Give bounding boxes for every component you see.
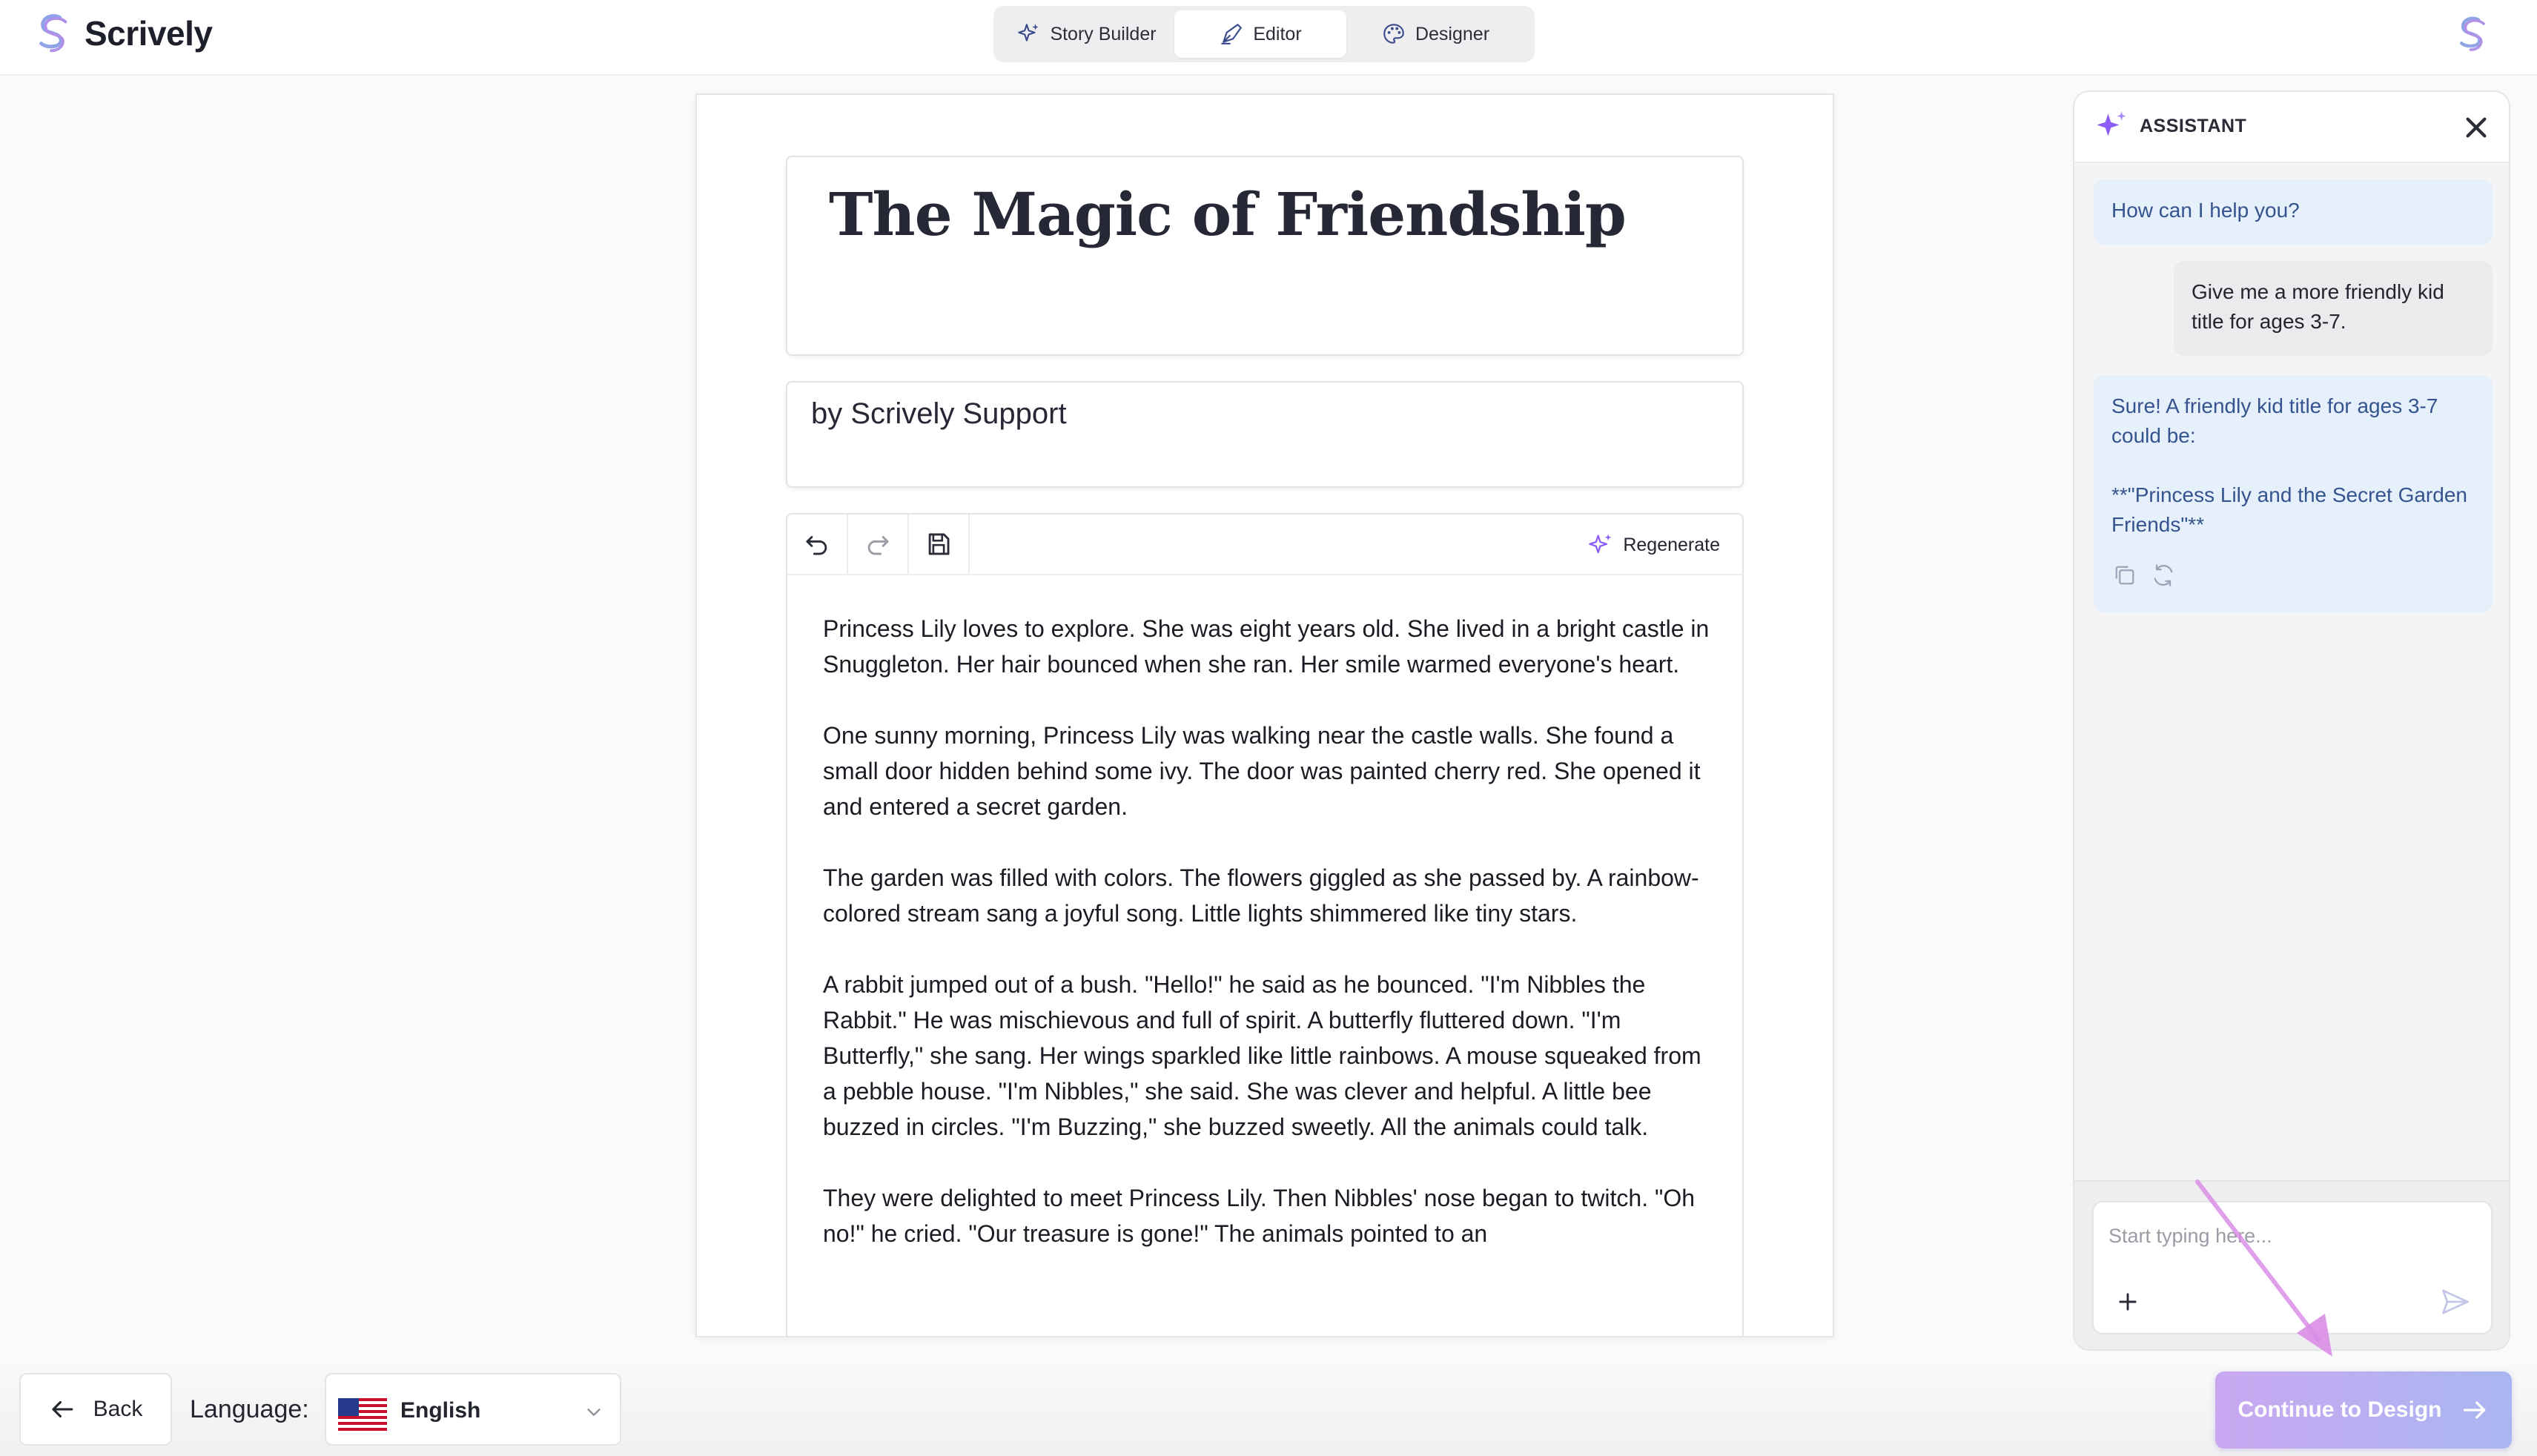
continue-label: Continue to Design	[2237, 1397, 2442, 1422]
assistant-title: ASSISTANT	[2140, 116, 2247, 136]
story-title[interactable]: The Magic of Friendship	[829, 179, 1626, 249]
pen-nib-icon	[1219, 21, 1244, 47]
chat-input-area	[2074, 1180, 2509, 1351]
back-button[interactable]	[19, 1373, 172, 1446]
plus-icon	[2114, 1288, 2141, 1315]
tab-story-builder-label: Story Builder	[1050, 23, 1157, 44]
tab-designer-label: Designer	[1415, 23, 1490, 44]
scrively-swirl-icon[interactable]	[2452, 13, 2494, 55]
story-body-text[interactable]	[823, 611, 1713, 1287]
sparkles-icon	[1587, 532, 1614, 558]
story-paragraph[interactable]: One sunny morning, Princess Lily was walking near the castle walls. She found a small door hidden behind some ivy. The door was painted cherry red. She opened it and entered a secret garden.	[823, 722, 1701, 820]
copy-icon[interactable]	[2111, 562, 2138, 589]
assistant-panel	[2073, 90, 2510, 1351]
story-page	[695, 93, 1834, 1337]
palette-icon	[1381, 21, 1406, 47]
undo-icon	[803, 530, 831, 558]
save-icon	[924, 530, 953, 558]
sparkles-icon	[2094, 108, 2129, 144]
assistant-header	[2074, 92, 2509, 163]
redo-icon	[864, 530, 892, 558]
sparkles-icon	[1016, 21, 1041, 47]
assistant-reply-title: **"Princess Lily and the Secret Garden Friends"**	[2111, 483, 2467, 536]
chevron-down-icon	[583, 1401, 605, 1423]
story-paragraph[interactable]: The garden was filled with colors. The flowers giggled as she passed by. A rainbow-colored stream sang a joyful song. Little lights shimmered like tiny stars.	[823, 864, 1699, 927]
attach-button[interactable]	[2107, 1281, 2149, 1323]
chat-input-box[interactable]	[2092, 1201, 2493, 1334]
language-value: English	[400, 1398, 481, 1423]
redo-button[interactable]	[848, 514, 909, 574]
assistant-message	[2094, 375, 2493, 612]
refresh-icon[interactable]	[2150, 562, 2177, 589]
story-author[interactable]: by Scrively Support	[811, 397, 1067, 430]
tab-designer[interactable]	[1346, 10, 1524, 58]
close-icon[interactable]	[2457, 108, 2495, 147]
arrow-right-icon	[2459, 1395, 2489, 1425]
story-text-editor	[786, 513, 1744, 1337]
arrow-left-icon	[49, 1395, 77, 1423]
message-actions	[2111, 562, 2475, 589]
send-button[interactable]	[2435, 1281, 2476, 1323]
back-label: Back	[93, 1397, 143, 1421]
chat-input[interactable]	[2108, 1217, 2479, 1254]
regenerate-label: Regenerate	[1623, 534, 1720, 555]
app-name: Scrively	[85, 14, 213, 53]
mode-switcher	[993, 6, 1535, 62]
story-title-field[interactable]	[786, 156, 1744, 356]
scrively-swirl-icon	[31, 10, 77, 56]
story-paragraph[interactable]: Princess Lily loves to explore. She was eight years old. She lived in a bright castle in Snuggleton. Her hair bounced when she ran. Her smile warmed everyone's heart.	[823, 615, 1710, 678]
editor-toolbar	[787, 514, 1742, 575]
language-label: Language:	[190, 1395, 309, 1423]
save-button[interactable]	[909, 514, 970, 574]
language-select[interactable]	[325, 1373, 621, 1446]
app-logo[interactable]	[31, 10, 212, 56]
continue-to-design-button[interactable]	[2215, 1371, 2512, 1449]
assistant-reply-intro: Sure! A friendly kid title for ages 3-7 could be:	[2111, 394, 2438, 447]
undo-button[interactable]	[787, 514, 848, 574]
tab-story-builder[interactable]	[998, 10, 1174, 58]
story-paragraph[interactable]: They were delighted to meet Princess Lily. Then Nibbles' nose began to twitch. "Oh no!" he cried. "Our treasure is gone!" The animals pointed to an	[823, 1185, 1696, 1247]
tab-editor[interactable]	[1174, 10, 1346, 58]
story-author-field[interactable]	[786, 381, 1744, 488]
bottom-bar	[0, 1354, 2537, 1456]
story-paragraph[interactable]: A rabbit jumped out of a bush. "Hello!" he said as he bounced. "I'm Nibbles the Rabbit." He was mischievous and full of spirit. A butterfly fluttered down. "I'm Butterfly," she sang. Her wings sparkled like little rainbows. A mouse squeaked from a pebble house. "I'm Nibbles," she said. She was clever and helpful. A little bee buzzed in circles. "I'm Buzzing," she buzzed sweetly. All the animals could talk.	[823, 971, 1701, 1140]
us-flag-icon	[338, 1398, 387, 1431]
assistant-message: How can I help you?	[2094, 179, 2493, 245]
regenerate-button[interactable]	[1587, 528, 1720, 562]
top-bar	[0, 0, 2537, 76]
user-message: Give me a more friendly kid title for ages 3-7.	[2174, 261, 2493, 356]
send-icon	[2439, 1285, 2472, 1318]
tab-editor-label: Editor	[1253, 23, 1302, 44]
